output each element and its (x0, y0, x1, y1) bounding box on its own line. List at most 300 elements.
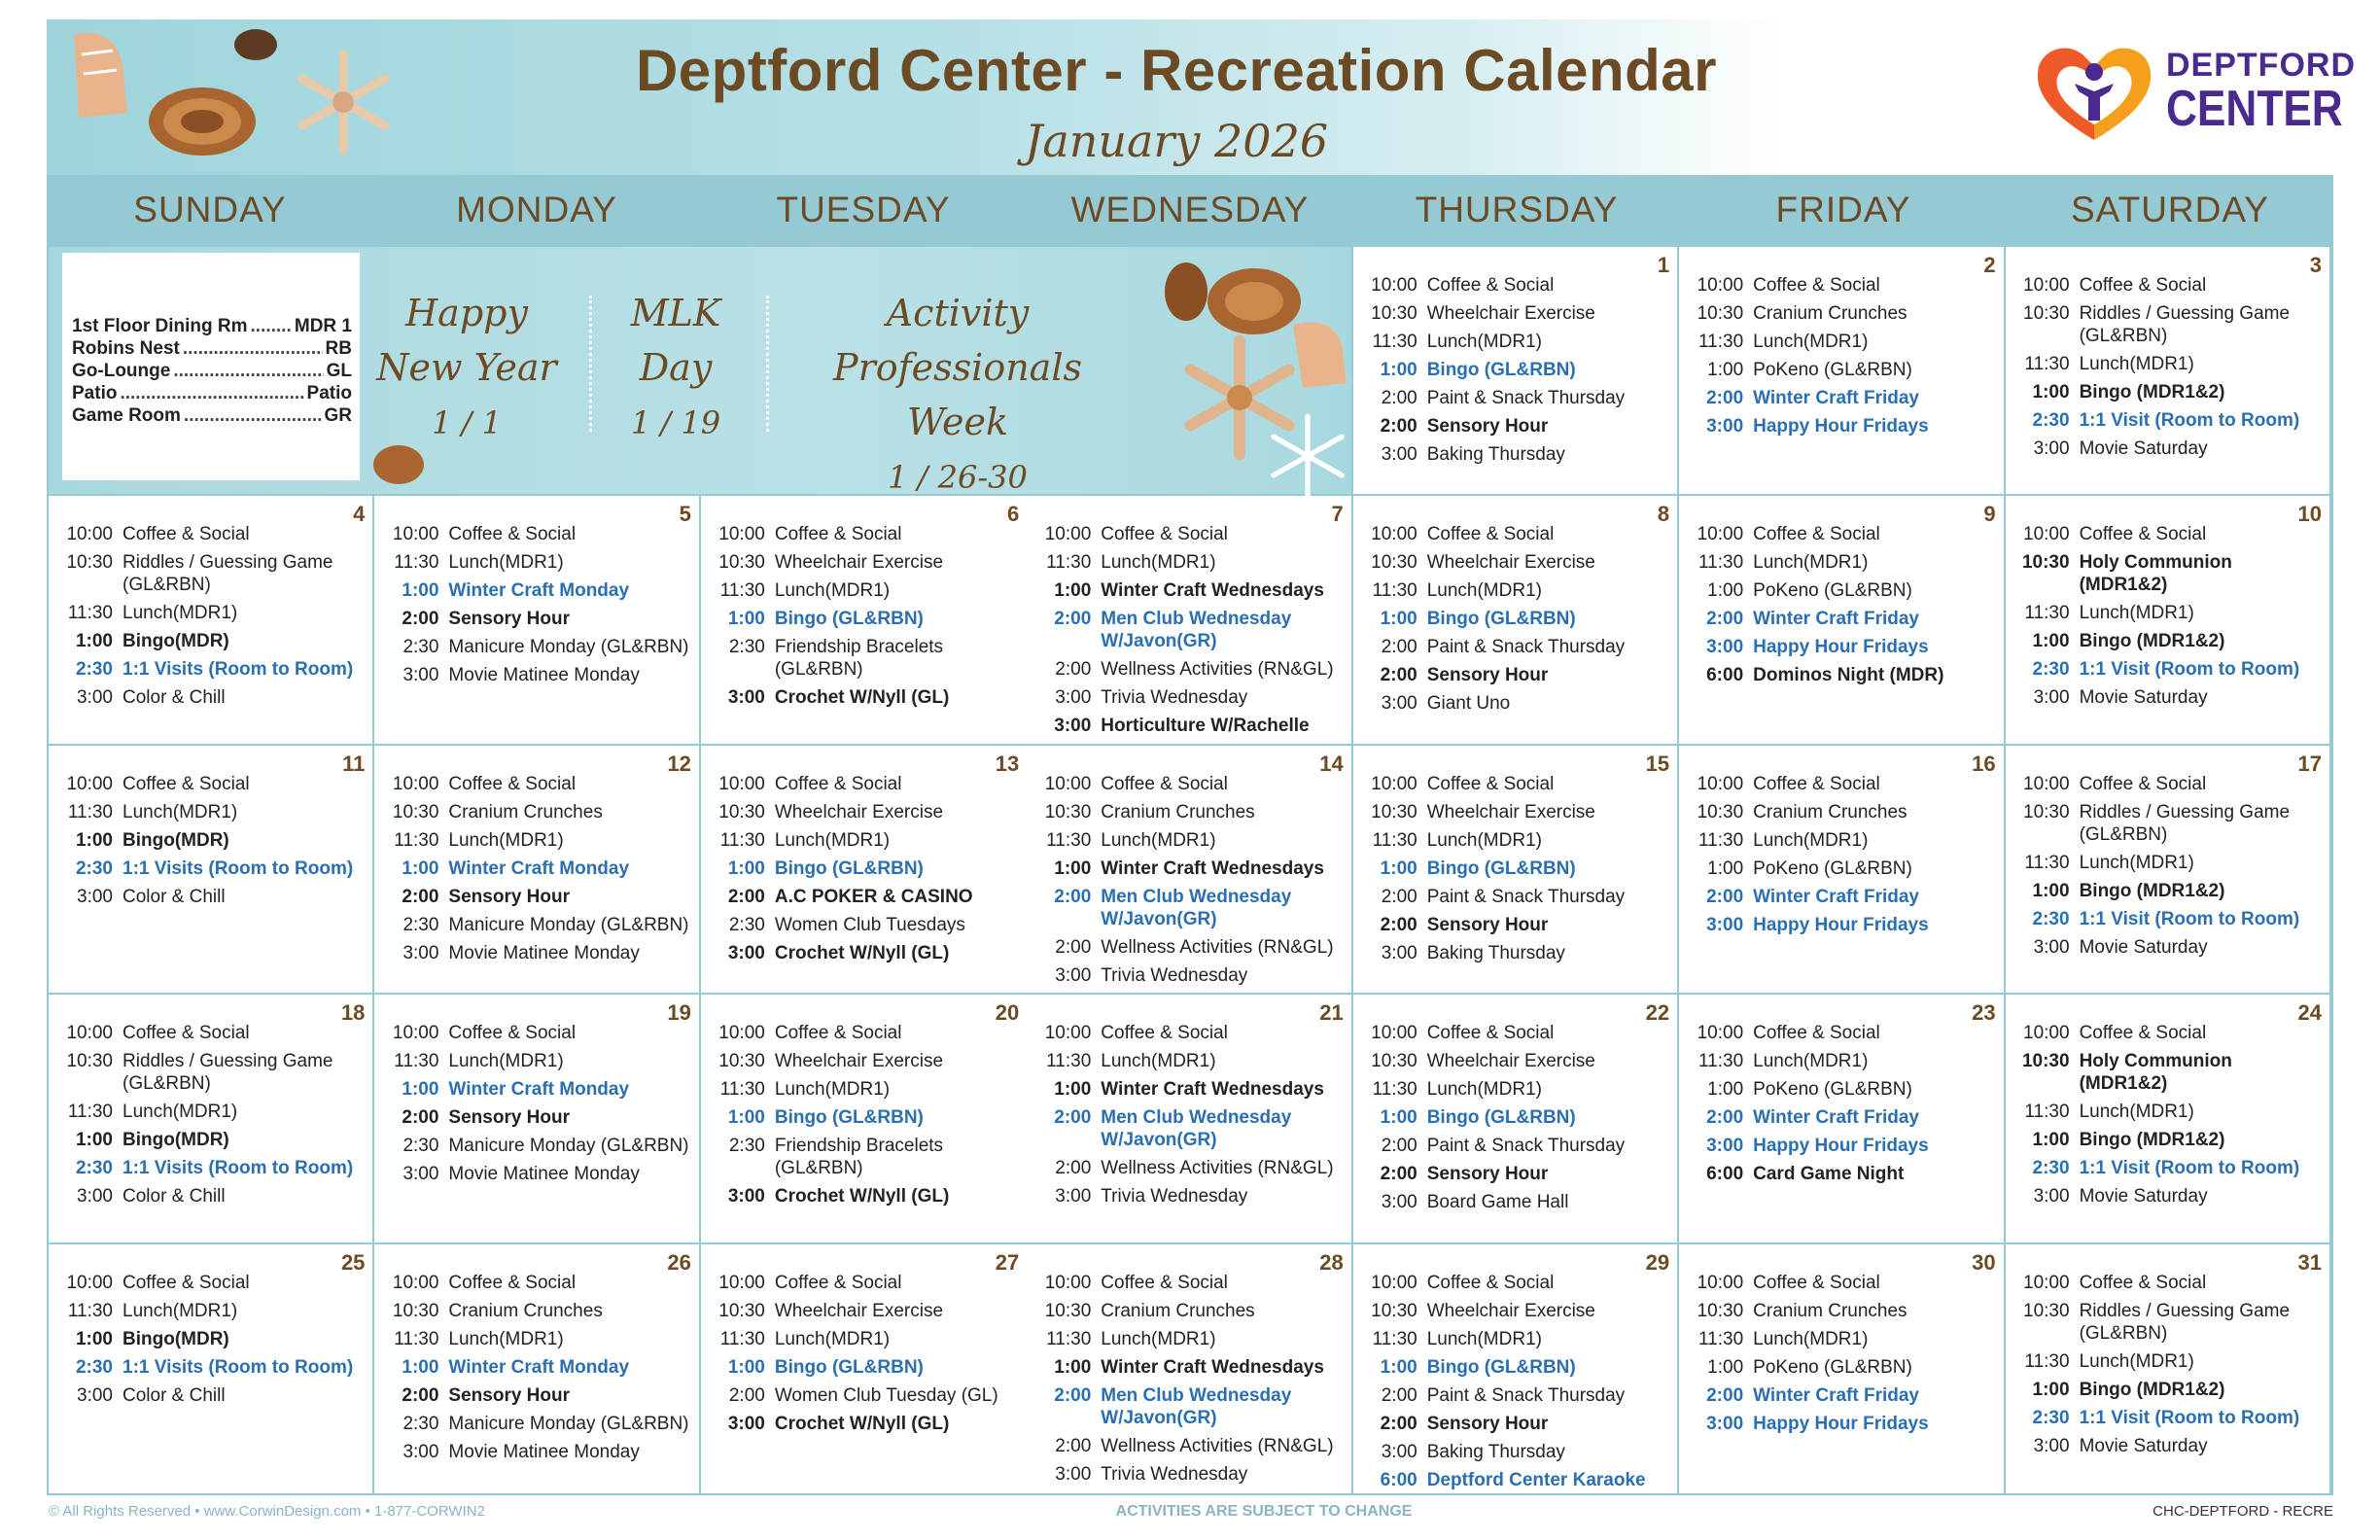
event-name: Lunch(MDR1) (448, 829, 564, 851)
event-row (1687, 1050, 1995, 1072)
event-name: 1:1 Visit (Room to Room) (2079, 659, 2300, 681)
event-row (709, 858, 1019, 880)
event-name: Coffee & Social (122, 1272, 250, 1293)
event-row (709, 801, 1019, 823)
event-row (2013, 686, 2322, 709)
event-time: 2:00 (1380, 416, 1418, 437)
event-row (1361, 331, 1669, 353)
event-name: Coffee & Social (448, 1272, 577, 1293)
event-row (382, 1022, 690, 1044)
day-cell (1353, 496, 1679, 745)
event-name: Cranium Crunches (1753, 801, 1908, 822)
event-time: 2:30 (75, 1158, 113, 1179)
event-time: 10:30 (718, 552, 765, 574)
event-time: 3:00 (1706, 1413, 1744, 1434)
event-name: Happy Hour Fridays (1753, 416, 1929, 437)
event-name: Riddles / Guessing Game (GL&RBN) (2079, 303, 2291, 346)
day-cell (1027, 496, 1352, 745)
event-time: 11:30 (2024, 1350, 2070, 1372)
event-time: 1:00 (727, 609, 765, 630)
event-row (56, 1185, 365, 1208)
event-name: Wellness Activities (RN&GL) (1101, 1158, 1334, 1179)
event-row (2013, 1185, 2322, 1208)
event-time: 11:30 (1698, 332, 1744, 352)
event-time: 1:00 (727, 1356, 765, 1378)
event-time: 11:30 (1372, 580, 1418, 602)
event-name: Bingo(MDR) (122, 631, 229, 652)
event-name: Color & Chill (122, 1186, 226, 1208)
event-time: 11:30 (1046, 829, 1092, 851)
event-time: 10:00 (66, 1272, 113, 1293)
event-name: Winter Craft Monday (448, 858, 630, 879)
event-row (709, 1050, 1019, 1072)
event-time: 10:30 (66, 552, 113, 574)
event-row (1687, 302, 1995, 325)
event-row (382, 942, 690, 964)
day-number: 8 (1657, 502, 1670, 527)
event-name: Crochet W/Nyll (GL) (774, 942, 950, 963)
event-row (2013, 409, 2322, 432)
event-time: 3:00 (1381, 942, 1418, 963)
event-row (2013, 381, 2322, 403)
event-time: 3:00 (1381, 444, 1418, 465)
event-name: Bingo (GL&RBN) (774, 609, 924, 630)
divider (766, 296, 769, 432)
event-name: Manicure Monday (GL&RBN) (448, 1136, 689, 1157)
event-row (56, 602, 365, 624)
event-time: 2:30 (728, 914, 765, 935)
event-row (1361, 359, 1669, 381)
event-time: 2:30 (2032, 1407, 2070, 1428)
event-time: 10:30 (2021, 1051, 2070, 1072)
event-row (56, 1300, 365, 1322)
day-cell (49, 995, 374, 1243)
event-name: Sensory Hour (1426, 1413, 1549, 1434)
mitten-icon (1283, 315, 1361, 393)
event-time: 2:00 (402, 886, 439, 907)
event-row (382, 1106, 690, 1129)
event-name: Winter Craft Wednesdays (1101, 580, 1324, 602)
event-time: 3:00 (2033, 687, 2070, 709)
day-number: 30 (1972, 1249, 1996, 1275)
event-name: Wheelchair Exercise (1426, 1051, 1595, 1072)
event-time: 3:00 (1055, 1186, 1092, 1208)
day-cell (701, 496, 1027, 745)
event-time: 10:30 (1697, 801, 1744, 822)
event-name: Paint & Snack Thursday (1426, 1384, 1626, 1406)
event-name: Lunch(MDR1) (122, 603, 238, 624)
event-row (1687, 551, 1995, 574)
event-time: 10:00 (1697, 524, 1744, 545)
event-name: Wheelchair Exercise (1426, 1300, 1595, 1321)
event-name: Happy Hour Fridays (1753, 914, 1929, 935)
day-number: 27 (995, 1249, 1020, 1275)
event-time: 11:30 (1372, 1328, 1418, 1349)
event-row (2013, 773, 2322, 795)
event-row (1361, 914, 1669, 936)
event-row (382, 523, 690, 545)
highlight-new-year: Happy New Year 1 / 1 (376, 292, 557, 441)
event-time: 10:00 (2023, 1023, 2070, 1044)
day-number: 10 (2297, 502, 2322, 527)
event-name: Paint & Snack Thursday (1426, 1136, 1626, 1157)
event-time: 6:00 (1706, 665, 1744, 686)
event-time: 10:00 (2023, 1272, 2070, 1293)
legend-code: RB (325, 338, 352, 359)
event-row (2013, 801, 2322, 846)
event-time: 2:00 (1055, 1158, 1092, 1179)
event-name: Coffee & Social (2079, 275, 2207, 296)
event-name: Sensory Hour (448, 1384, 571, 1406)
event-name: Lunch(MDR1) (1753, 1328, 1869, 1349)
day-cell (1679, 247, 2005, 496)
event-name: Winter Craft Friday (1753, 1107, 1919, 1129)
event-time: 2:00 (1055, 1435, 1092, 1456)
event-name: 1:1 Visit (Room to Room) (2079, 1407, 2300, 1428)
event-time: 10:30 (1371, 552, 1418, 574)
event-name: Movie Matinee Monday (448, 1164, 640, 1185)
day-number: 18 (340, 1000, 366, 1026)
event-name: Coffee & Social (122, 773, 250, 794)
event-row (1034, 608, 1343, 652)
event-name: Coffee & Social (1753, 275, 1880, 296)
event-time: 2:00 (1055, 659, 1092, 681)
event-name: Wellness Activities (RN&GL) (1101, 1435, 1334, 1456)
event-name: Coffee & Social (2079, 1023, 2207, 1044)
event-name: Sensory Hour (1426, 416, 1549, 437)
event-name: Happy Hour Fridays (1753, 637, 1929, 658)
event-time: 1:00 (727, 1107, 765, 1129)
event-time: 1:00 (1707, 1079, 1744, 1101)
event-row (1361, 1050, 1669, 1072)
event-name: Friendship Bracelets (GL&RBN) (774, 637, 944, 681)
event-time: 2:30 (728, 637, 765, 658)
event-time: 11:30 (2024, 852, 2070, 873)
event-row (2013, 1379, 2322, 1401)
event-time: 1:00 (1380, 360, 1418, 380)
event-row (1034, 1050, 1343, 1072)
event-name: Lunch(MDR1) (1426, 829, 1542, 851)
event-name: Movie Matinee Monday (448, 942, 640, 963)
event-time: 1:00 (1380, 1107, 1418, 1129)
weekday-saturday: SATURDAY (2071, 190, 2269, 229)
event-row (1687, 801, 1995, 823)
event-row (1034, 1491, 1343, 1493)
event-name: Bingo (MDR1&2) (2079, 1130, 2225, 1151)
event-name: PoKeno (GL&RBN) (1753, 1356, 1912, 1378)
day-number: 15 (1645, 751, 1670, 776)
event-time: 1:00 (2032, 1379, 2070, 1400)
event-time: 10:00 (2023, 275, 2070, 296)
event-name: Wellness Activities (RN&GL) (1101, 936, 1334, 958)
event-name: Lunch(MDR1) (774, 580, 891, 602)
event-row (2013, 438, 2322, 460)
event-time: 11:30 (2024, 354, 2070, 374)
day-number: 5 (679, 502, 691, 527)
event-time: 1:00 (402, 858, 439, 879)
day-cell (701, 995, 1027, 1243)
event-time: 1:00 (75, 1130, 113, 1151)
event-time: 10:00 (1371, 773, 1418, 794)
day-number: 20 (995, 1000, 1020, 1026)
event-name: Happy Hour Fridays (1753, 1136, 1929, 1157)
event-name: Lunch(MDR1) (1753, 1051, 1869, 1072)
event-row (1361, 942, 1669, 964)
logo-text-bottom: CENTER (2166, 81, 2343, 137)
event-time: 2:00 (1706, 609, 1744, 630)
event-row (2013, 302, 2322, 347)
event-row (1034, 1328, 1343, 1350)
day-cell (2006, 496, 2331, 745)
event-row (1034, 773, 1343, 795)
event-row (1687, 415, 1995, 438)
event-row (382, 1163, 690, 1185)
event-row (1034, 858, 1343, 880)
event-row (1687, 886, 1995, 908)
event-time: 11:30 (394, 829, 439, 851)
event-row (1361, 1191, 1669, 1213)
event-row (1034, 829, 1343, 852)
event-time: 10:30 (718, 1051, 765, 1072)
event-row (56, 523, 365, 545)
day-cell (701, 746, 1027, 995)
legend-row (72, 404, 352, 427)
event-time: 10:00 (1044, 1023, 1092, 1044)
event-time: 10:00 (66, 773, 113, 794)
event-time: 2:00 (1054, 1384, 1092, 1406)
event-time: 11:30 (1372, 1079, 1418, 1101)
pinecone-icon (144, 78, 261, 165)
day-number: 7 (1331, 502, 1344, 527)
day-cell (1679, 1244, 2005, 1493)
event-row (1361, 608, 1669, 630)
event-time: 3:00 (1706, 416, 1744, 437)
event-row (56, 1129, 365, 1151)
event-name: 1:1 Visit (Room to Room) (2079, 1158, 2300, 1179)
event-time: 2:00 (402, 1384, 439, 1406)
event-name: Bingo (MDR1&2) (2079, 631, 2225, 652)
day-number: 21 (1319, 1000, 1344, 1026)
event-row (2013, 353, 2322, 375)
event-time: 1:00 (75, 829, 113, 851)
event-time: 10:00 (1371, 1023, 1418, 1044)
event-time: 1:00 (402, 1356, 439, 1378)
event-row (1361, 1300, 1669, 1322)
event-time: 1:00 (727, 858, 765, 879)
event-name: Bingo (GL&RBN) (1426, 1107, 1576, 1129)
event-time: 10:00 (1371, 524, 1418, 545)
event-row (56, 658, 365, 681)
event-time: 11:30 (1046, 552, 1092, 574)
mitten-icon (54, 25, 142, 122)
event-row (709, 686, 1019, 709)
event-row (1687, 274, 1995, 297)
event-name: Bingo(MDR) (122, 1130, 229, 1151)
event-name: Movie Matinee Monday (448, 1441, 640, 1462)
weekday-sunday: SUNDAY (133, 190, 287, 229)
legend-row (72, 360, 352, 382)
event-time: 10:30 (392, 1300, 439, 1321)
day-cell (2006, 1244, 2331, 1493)
event-time: 10:00 (392, 1272, 439, 1293)
day-number: 4 (353, 502, 366, 527)
event-time: 1:00 (1054, 580, 1092, 602)
event-time: 1:00 (1707, 1356, 1744, 1378)
event-time: 1:00 (1707, 858, 1744, 879)
event-row (2013, 1435, 2322, 1457)
event-time: 1:00 (1380, 609, 1418, 630)
event-row (1361, 664, 1669, 686)
event-name: Coffee & Social (1753, 524, 1880, 545)
event-time: 3:00 (77, 687, 113, 709)
month-subtitle: January 2026 (1024, 115, 1329, 167)
divider (589, 296, 592, 432)
pinecone-icon (231, 25, 280, 64)
event-time: 1:00 (1054, 858, 1092, 879)
event-name: Bingo (GL&RBN) (1426, 1356, 1576, 1378)
event-row (56, 801, 365, 823)
event-name: Winter Craft Wednesdays (1101, 1079, 1324, 1101)
snowflake-icon (1264, 412, 1351, 500)
event-row (382, 608, 690, 630)
event-row (382, 551, 690, 574)
event-name: Riddles / Guessing Game (GL&RBN) (122, 552, 333, 596)
day-cell (1353, 1244, 1679, 1493)
event-name: Coffee & Social (1101, 524, 1228, 545)
event-name: Coffee & Social (774, 1272, 902, 1293)
event-row (1687, 664, 1995, 686)
event-name: Sensory Hour (1426, 1164, 1549, 1185)
event-name: Coffee & Social (774, 524, 902, 545)
event-name: Coffee & Social (1426, 1272, 1555, 1293)
event-row (382, 1300, 690, 1322)
event-row (382, 886, 690, 908)
event-name: Lunch(MDR1) (2079, 1350, 2194, 1372)
event-name: Lunch(MDR1) (1753, 552, 1869, 574)
event-time: 2:00 (728, 1384, 765, 1406)
legend-row (72, 382, 352, 404)
event-time: 2:30 (2032, 1158, 2070, 1179)
event-time: 10:30 (392, 801, 439, 822)
event-row (1034, 579, 1343, 602)
event-time: 10:00 (1697, 275, 1744, 296)
event-name: Lunch(MDR1) (1426, 1328, 1542, 1349)
event-name: Coffee & Social (1753, 1023, 1880, 1044)
event-name: Movie Saturday (2079, 936, 2208, 958)
event-name: Bingo(MDR) (122, 1328, 229, 1349)
event-time: 3:00 (77, 886, 113, 907)
day-number: 22 (1645, 1000, 1670, 1026)
event-row (382, 579, 690, 602)
event-time: 11:30 (2024, 603, 2070, 624)
event-time: 10:00 (1044, 773, 1092, 794)
event-time: 10:00 (66, 524, 113, 545)
event-time: 2:00 (1380, 914, 1418, 935)
event-row (382, 1413, 690, 1435)
event-time: 11:30 (1046, 1328, 1092, 1349)
event-time: 10:30 (2023, 1300, 2070, 1321)
event-row (1361, 1106, 1669, 1129)
event-name: Coffee & Social (1753, 1272, 1880, 1293)
event-row (1034, 886, 1343, 930)
event-row (1034, 801, 1343, 823)
event-name: Movie Saturday (2079, 1186, 2208, 1208)
event-name: Dominos Night (MDR) (1753, 665, 1944, 686)
event-time: 3:00 (1381, 1192, 1418, 1213)
event-name: Crochet W/Nyll (GL) (774, 687, 950, 709)
day-number: 26 (667, 1249, 691, 1275)
event-name: Manicure Monday (GL&RBN) (448, 914, 689, 935)
day-cell (2006, 746, 2331, 995)
event-row (1687, 773, 1995, 795)
event-row (1034, 964, 1343, 987)
event-time: 2:30 (402, 637, 439, 658)
event-name: Winter Craft Monday (448, 580, 630, 602)
event-name: Coffee & Social (122, 1023, 250, 1044)
event-time: 10:00 (392, 1023, 439, 1044)
event-time: 10:00 (1697, 773, 1744, 794)
event-time: 2:00 (1381, 637, 1418, 658)
day-cell (2006, 247, 2331, 496)
event-name: Women Club Tuesday (GL) (774, 1384, 998, 1406)
event-row (709, 1078, 1019, 1101)
event-name: Sensory Hour (448, 609, 571, 630)
event-row (1361, 579, 1669, 602)
event-name: Cranium Crunches (448, 1300, 603, 1321)
event-row (1034, 1106, 1343, 1151)
event-row (2013, 602, 2322, 624)
event-time: 2:00 (727, 886, 765, 907)
event-row (382, 1135, 690, 1157)
event-name: Coffee & Social (774, 773, 902, 794)
event-time: 3:00 (1706, 914, 1744, 935)
heart-person-logo-icon (2032, 39, 2156, 146)
event-row (1687, 523, 1995, 545)
event-name: Men Club Wednesday W/Javon(GR) (1101, 1384, 1292, 1428)
event-name: Color & Chill (122, 1384, 226, 1406)
event-name: Wheelchair Exercise (1426, 303, 1595, 324)
event-row (709, 579, 1019, 602)
event-row (709, 942, 1019, 964)
day-number: 24 (2297, 1000, 2322, 1026)
highlight-mlk-day: MLK Day 1 / 19 (630, 292, 721, 441)
event-row (1034, 1157, 1343, 1179)
event-name: Sensory Hour (448, 886, 571, 907)
day-number: 12 (667, 751, 691, 776)
intro-panel (49, 247, 1353, 496)
event-name: Cranium Crunches (1101, 1300, 1255, 1321)
day-number: 9 (1983, 502, 1996, 527)
day-number: 13 (995, 751, 1020, 776)
event-row (1361, 302, 1669, 325)
event-time (1034, 1491, 1101, 1493)
day-number: 31 (2297, 1249, 2322, 1275)
event-name: Lunch(MDR1) (448, 1051, 564, 1072)
event-name: Deptford Center Karaoke (1426, 1469, 1646, 1490)
event-time: 11:30 (719, 1079, 765, 1101)
event-name: A.C POKER & CASINO (774, 886, 973, 907)
event-row (1361, 1163, 1669, 1185)
event-row (2013, 274, 2322, 297)
day-number: 6 (1007, 502, 1020, 527)
event-time: 3:00 (1706, 637, 1744, 658)
day-cell (374, 995, 700, 1243)
event-row (709, 1022, 1019, 1044)
event-row (382, 1050, 690, 1072)
day-number: 11 (342, 751, 366, 776)
event-name: Lunch(MDR1) (1101, 1328, 1216, 1349)
event-name: Paint & Snack Thursday (1426, 886, 1626, 907)
